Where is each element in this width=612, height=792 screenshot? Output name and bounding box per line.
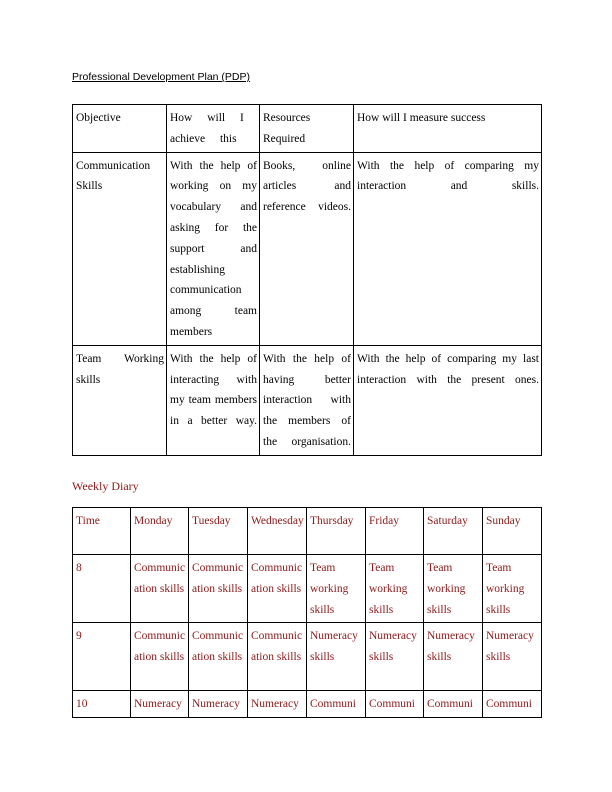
diary-cell: Team working skills — [483, 555, 542, 623]
diary-cell: Numeracy — [248, 691, 307, 718]
diary-cell: Communication skills — [248, 555, 307, 623]
diary-cell: Communication skills — [189, 555, 248, 623]
diary-row — [73, 555, 542, 623]
diary-cell: Team working skills — [366, 555, 424, 623]
diary-cell: Numeracy skills — [483, 623, 542, 691]
diary-header-day: Tuesday — [189, 508, 248, 555]
diary-header-day: Wednesday — [248, 508, 307, 555]
pdp-measure: With the help of comparing my last interaction with the present ones. — [354, 345, 542, 455]
pdp-objective: Team Working skills — [73, 345, 167, 455]
diary-header-time: Time — [73, 508, 131, 555]
diary-cell: Numeracy — [131, 691, 189, 718]
pdp-row — [73, 152, 542, 345]
diary-cell: Team working skills — [307, 555, 366, 623]
diary-header-row — [73, 508, 542, 555]
diary-header-day: Thursday — [307, 508, 366, 555]
pdp-how: With the help of interacting with my team members in a better way. — [167, 345, 260, 455]
pdp-table — [72, 104, 542, 456]
pdp-header-measure: How will I measure success — [354, 105, 542, 153]
diary-row — [73, 691, 542, 718]
pdp-header-how: How will I achieve this — [167, 105, 260, 153]
diary-time: 10 — [73, 691, 131, 718]
pdp-how: With the help of working on my vocabulary and asking for the support and establishing communication among team members — [167, 152, 260, 345]
pdp-resources: With the help of having better interaction with the members of the organisation. — [260, 345, 354, 455]
pdp-header-objective: Objective — [73, 105, 167, 153]
diary-cell: Numeracy skills — [366, 623, 424, 691]
pdp-resources: Books, online articles and reference videos. — [260, 152, 354, 345]
diary-cell: Team working skills — [424, 555, 483, 623]
pdp-title: Professional Development Plan (PDP) — [72, 71, 250, 83]
diary-cell: Communication skills — [248, 623, 307, 691]
diary-cell: Communi — [483, 691, 542, 718]
diary-cell: Communi — [424, 691, 483, 718]
pdp-measure: With the help of comparing my interaction and skills. — [354, 152, 542, 345]
diary-cell: Communi — [366, 691, 424, 718]
diary-header-day: Sunday — [483, 508, 542, 555]
diary-cell: Numeracy skills — [307, 623, 366, 691]
diary-time: 8 — [73, 555, 131, 623]
diary-cell: Numeracy — [189, 691, 248, 718]
diary-table — [72, 507, 542, 718]
diary-header-day: Monday — [131, 508, 189, 555]
pdp-objective: Communication Skills — [73, 152, 167, 345]
diary-title: Weekly Diary — [72, 479, 139, 493]
diary-row — [73, 623, 542, 691]
pdp-header-row — [73, 105, 542, 153]
diary-cell: Numeracy skills — [424, 623, 483, 691]
diary-cell: Communi — [307, 691, 366, 718]
pdp-row — [73, 345, 542, 455]
diary-header-day: Saturday — [424, 508, 483, 555]
diary-cell: Communication skills — [189, 623, 248, 691]
pdp-header-resources: Resources Required — [260, 105, 354, 153]
diary-header-day: Friday — [366, 508, 424, 555]
diary-cell: Communication skills — [131, 555, 189, 623]
diary-cell: Communication skills — [131, 623, 189, 691]
diary-time: 9 — [73, 623, 131, 691]
